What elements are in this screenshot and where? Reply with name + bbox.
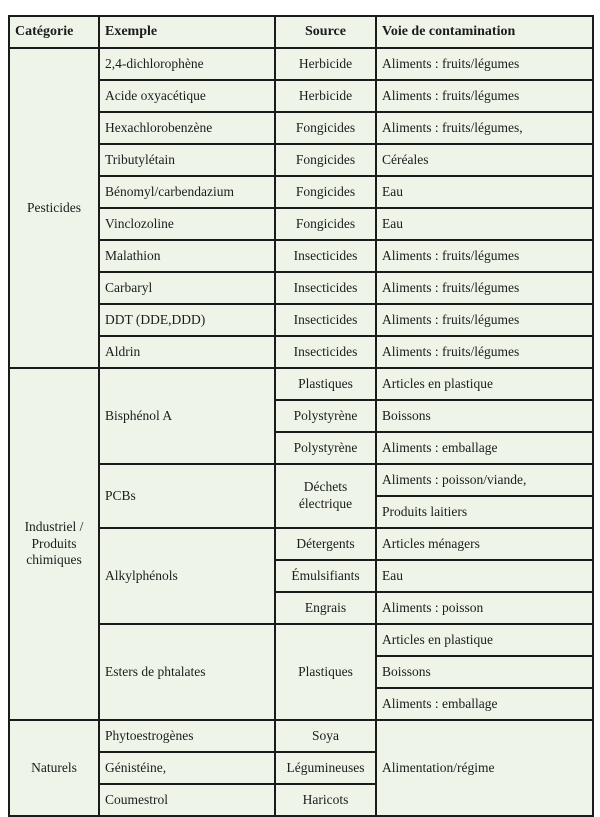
source-cell: Émulsifiants [275,560,376,592]
voie-cell: Aliments : fruits/légumes, [376,112,593,144]
source-cell: Plastiques [275,368,376,400]
voie-cell: Aliments : poisson [376,592,593,624]
voie-cell: Boissons [376,400,593,432]
category-cell: Naturels [9,720,99,816]
source-cell: Insecticides [275,272,376,304]
source-cell: Plastiques [275,624,376,720]
voie-cell: Articles en plastique [376,624,593,656]
table-row [9,368,593,400]
source-cell: Fongicides [275,208,376,240]
voie-cell: Eau [376,176,593,208]
column-header-exemple: Exemple [99,16,275,48]
source-cell: Engrais [275,592,376,624]
voie-cell: Aliments : fruits/légumes [376,272,593,304]
source-cell: Déchets électrique [275,464,376,528]
voie-cell: Aliments : fruits/légumes [376,80,593,112]
voie-cell: Aliments : fruits/légumes [376,336,593,368]
voie-cell: Aliments : emballage [376,432,593,464]
category-cell: Pesticides [9,48,99,368]
voie-cell: Céréales [376,144,593,176]
exemple-cell: DDT (DDE,DDD) [99,304,275,336]
source-cell: Insecticides [275,240,376,272]
exemple-cell: Esters de phtalates [99,624,275,720]
column-header-voie: Voie de contamination [376,16,593,48]
source-cell: Détergents [275,528,376,560]
exemple-cell: Alkylphénols [99,528,275,624]
exemple-cell: Tributylétain [99,144,275,176]
exemple-cell: PCBs [99,464,275,528]
exemple-cell: Bisphénol A [99,368,275,464]
voie-cell: Aliments : emballage [376,688,593,720]
voie-cell: Aliments : poisson/viande, [376,464,593,496]
voie-cell: Articles en plastique [376,368,593,400]
voie-cell: Articles ménagers [376,528,593,560]
table-row [9,720,593,752]
exemple-cell: Vinclozoline [99,208,275,240]
column-header-categorie: Catégorie [9,16,99,48]
exemple-cell: Bénomyl/carbendazium [99,176,275,208]
category-cell: Industriel / Produits chimiques [9,368,99,720]
source-cell: Herbicide [275,80,376,112]
source-cell: Fongicides [275,176,376,208]
voie-cell: Alimentation/régime [376,720,593,816]
exemple-cell: Carbaryl [99,272,275,304]
source-cell: Haricots [275,784,376,816]
source-cell: Soya [275,720,376,752]
voie-cell: Aliments : fruits/légumes [376,304,593,336]
voie-cell: Boissons [376,656,593,688]
source-cell: Insecticides [275,336,376,368]
source-cell: Fongicides [275,144,376,176]
voie-cell: Aliments : fruits/légumes [376,48,593,80]
exemple-cell: Aldrin [99,336,275,368]
exemple-cell: Phytoestrogènes [99,720,275,752]
contaminants-table [8,15,594,817]
source-cell: Herbicide [275,48,376,80]
exemple-cell: 2,4-dichlorophène [99,48,275,80]
voie-cell: Eau [376,208,593,240]
source-cell: Polystyrène [275,432,376,464]
exemple-cell: Génistéine, [99,752,275,784]
column-header-source: Source [275,16,376,48]
voie-cell: Produits laitiers [376,496,593,528]
table-row [9,48,593,80]
voie-cell: Eau [376,560,593,592]
exemple-cell: Hexachlorobenzène [99,112,275,144]
table-header-row [9,16,593,48]
source-cell: Légumineuses [275,752,376,784]
exemple-cell: Malathion [99,240,275,272]
voie-cell: Aliments : fruits/légumes [376,240,593,272]
source-cell: Fongicides [275,112,376,144]
source-cell: Insecticides [275,304,376,336]
exemple-cell: Acide oxyacétique [99,80,275,112]
exemple-cell: Coumestrol [99,784,275,816]
source-cell: Polystyrène [275,400,376,432]
